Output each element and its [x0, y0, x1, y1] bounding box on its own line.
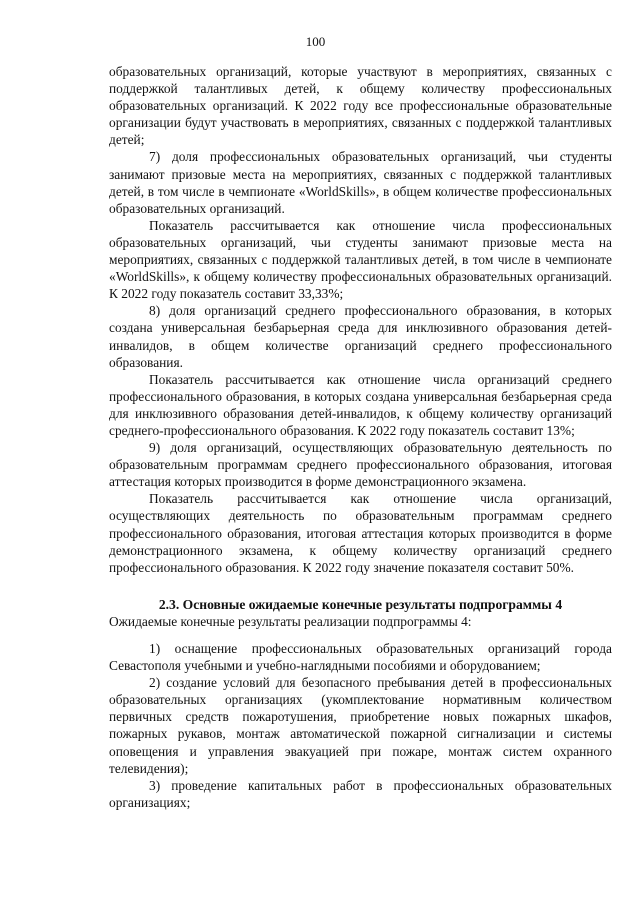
- result-2: 2) создание условий для безопасного пребывания детей в профессиональных образовательных организациях (укомплектование нормативным количеством первичных средств пожаротушения, приобретение новых пожарных шкафов, пожарных рукавов, монтаж автоматической пожарной сигнализации и системы оповещения и управления эвакуацией при пожаре, монтаж систем охранного телевидения);: [109, 675, 612, 776]
- result-3: 3) проведение капитальных работ в профессиональных образовательных организациях;: [109, 777, 612, 810]
- paragraph-continuation: образовательных организаций, которые участвуют в мероприятиях, связанных с поддержкой талантливых детей, к общему количеству профессиональных образовательных организаций. К 2022 году все профессиональные образовательные организации будут участвовать в мероприятиях, связанных с поддержкой талантливых детей;: [109, 64, 612, 148]
- document-body: [109, 63, 612, 811]
- indicator-8-calculation: Показатель рассчитывается как отношение числа организаций среднего профессионального образования, в которых создана универсальная безбарьерная среда для инклюзивного образования детей-инвалидов, к общему количеству организаций среднего-профессионального образования. К 2022 году показатель составит 13%;: [109, 371, 612, 438]
- indicator-7: 7) доля профессиональных образовательных организаций, чьи студенты занимают призовые места на мероприятиях, связанных с поддержкой талантливых детей, в том числе в чемпионате «WorldSkills», в общем количестве профессиональных образовательных организаций.: [109, 149, 612, 216]
- section-heading: 2.3. Основные ожидаемые конечные результаты подпрограммы 4: [158, 596, 563, 612]
- indicator-9-calculation: Показатель рассчитывается как отношение числа организаций, осуществляющих деятельность по образовательным программам среднего профессионального образования, итоговая аттестация которых производится в форме демонстрационного экзамена, к общему количеству организаций среднего профессионального образования. К 2022 году значение показателя составит 50%.: [109, 491, 612, 575]
- result-1: 1) оснащение профессиональных образовательных организаций города Севастополя учебными и учебно-наглядными пособиями и оборудованием;: [109, 641, 612, 674]
- page-number: 100: [305, 34, 326, 49]
- indicator-7-calculation: Показатель рассчитывается как отношение числа профессиональных образовательных организаций, чьи студенты занимают призовые места на мероприятиях, связанных с поддержкой талантливых детей, в том числе в чемпионате «WorldSkills», к общему количеству профессиональных образовательных организаций. К 2022 году показатель составит 33,33%;: [109, 217, 612, 302]
- indicator-9: 9) доля организаций, осуществляющих образовательную деятельность по образовательным программам среднего профессионального образования, итоговая аттестация которых производится в форме демонстрационного экзамена.: [109, 440, 612, 490]
- section-lead: Ожидаемые конечные результаты реализации подпрограммы 4:: [109, 613, 472, 629]
- indicator-8: 8) доля организаций среднего профессионального образования, в которых создана универсальная безбарьерная среда для инклюзивного образования детей-инвалидов, в общем количестве организаций среднего профессионального образования.: [109, 303, 612, 370]
